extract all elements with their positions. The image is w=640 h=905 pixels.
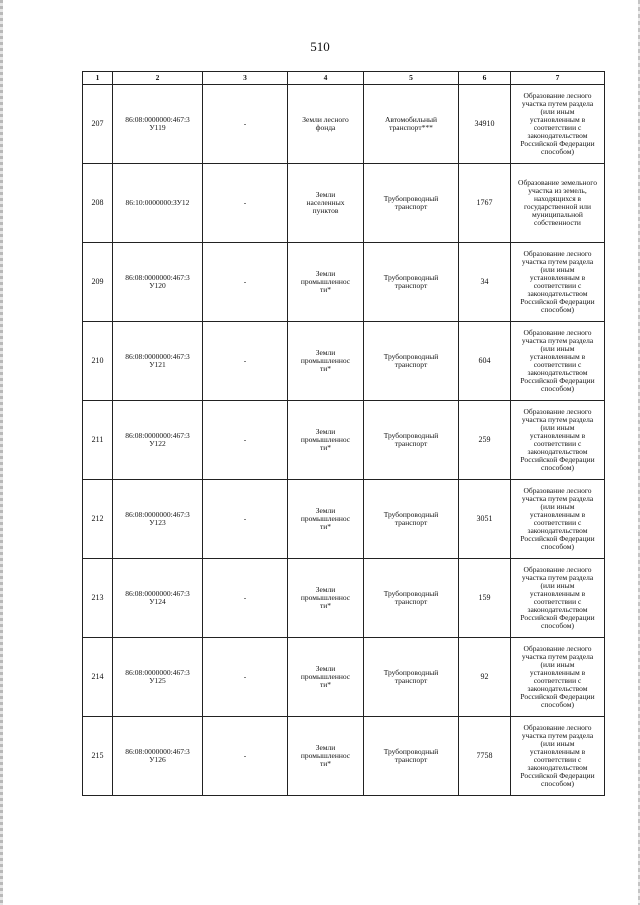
cadastral-number-cell: 86:08:0000000:467:3 У124 xyxy=(113,559,203,638)
column-3-cell: - xyxy=(203,322,288,401)
column-3-cell: - xyxy=(203,243,288,322)
land-category-cell: Земли промышленнос ти* xyxy=(288,480,364,559)
purpose-cell: Трубопроводный транспорт xyxy=(364,480,459,559)
area-cell: 7758 xyxy=(459,717,511,796)
row-number-cell: 210 xyxy=(83,322,113,401)
purpose-cell: Трубопроводный транспорт xyxy=(364,164,459,243)
purpose-cell: Автомобильный транспорт*** xyxy=(364,85,459,164)
area-cell: 34910 xyxy=(459,85,511,164)
cadastral-number-cell: 86:10:0000000:ЗУ12 xyxy=(113,164,203,243)
table-row xyxy=(83,480,605,559)
formation-method-cell: Образование лесного участка путем раздела (или иным установленным в соответствии с законодательством Российской Федерации способом) xyxy=(511,322,605,401)
land-plot-table xyxy=(82,71,605,796)
table-row xyxy=(83,717,605,796)
purpose-cell: Трубопроводный транспорт xyxy=(364,243,459,322)
column-header-2: 2 xyxy=(113,72,203,85)
land-category-cell: Земли промышленнос ти* xyxy=(288,717,364,796)
formation-method-cell: Образование лесного участка путем раздела (или иным установленным в соответствии с законодательством Российской Федерации способом) xyxy=(511,480,605,559)
purpose-cell: Трубопроводный транспорт xyxy=(364,401,459,480)
column-3-cell: - xyxy=(203,401,288,480)
formation-method-cell: Образование земельного участка из земель, находящихся в государственной или муниципальной собственности xyxy=(511,164,605,243)
purpose-cell: Трубопроводный транспорт xyxy=(364,559,459,638)
column-3-cell: - xyxy=(203,717,288,796)
row-number-cell: 215 xyxy=(83,717,113,796)
area-cell: 259 xyxy=(459,401,511,480)
cadastral-number-cell: 86:08:0000000:467:3 У119 xyxy=(113,85,203,164)
column-3-cell: - xyxy=(203,559,288,638)
purpose-cell: Трубопроводный транспорт xyxy=(364,322,459,401)
row-number-cell: 209 xyxy=(83,243,113,322)
row-number-cell: 208 xyxy=(83,164,113,243)
column-header-1: 1 xyxy=(83,72,113,85)
cadastral-number-cell: 86:08:0000000:467:3 У126 xyxy=(113,717,203,796)
area-cell: 159 xyxy=(459,559,511,638)
land-category-cell: Земли промышленнос ти* xyxy=(288,401,364,480)
area-cell: 92 xyxy=(459,638,511,717)
purpose-cell: Трубопроводный транспорт xyxy=(364,638,459,717)
area-cell: 604 xyxy=(459,322,511,401)
row-number-cell: 207 xyxy=(83,85,113,164)
table-row xyxy=(83,243,605,322)
formation-method-cell: Образование лесного участка путем раздела (или иным установленным в соответствии с законодательством Российской Федерации способом) xyxy=(511,638,605,717)
land-category-cell: Земли промышленнос ти* xyxy=(288,559,364,638)
table-row xyxy=(83,322,605,401)
area-cell: 1767 xyxy=(459,164,511,243)
land-category-cell: Земли промышленнос ти* xyxy=(288,322,364,401)
column-header-4: 4 xyxy=(288,72,364,85)
table-row xyxy=(83,638,605,717)
cadastral-number-cell: 86:08:0000000:467:3 У123 xyxy=(113,480,203,559)
row-number-cell: 214 xyxy=(83,638,113,717)
land-category-cell: Земли промышленнос ти* xyxy=(288,243,364,322)
formation-method-cell: Образование лесного участка путем раздела (или иным установленным в соответствии с законодательством Российской Федерации способом) xyxy=(511,401,605,480)
area-cell: 34 xyxy=(459,243,511,322)
column-header-5: 5 xyxy=(364,72,459,85)
column-header-6: 6 xyxy=(459,72,511,85)
area-cell: 3051 xyxy=(459,480,511,559)
formation-method-cell: Образование лесного участка путем раздела (или иным установленным в соответствии с законодательством Российской Федерации способом) xyxy=(511,717,605,796)
column-3-cell: - xyxy=(203,85,288,164)
cadastral-number-cell: 86:08:0000000:467:3 У122 xyxy=(113,401,203,480)
column-header-3: 3 xyxy=(203,72,288,85)
scan-edge-left xyxy=(0,0,3,905)
page-number: 510 xyxy=(310,39,330,54)
column-3-cell: - xyxy=(203,164,288,243)
table-row xyxy=(83,85,605,164)
table-header-row xyxy=(83,72,605,85)
table-row xyxy=(83,401,605,480)
column-3-cell: - xyxy=(203,480,288,559)
row-number-cell: 213 xyxy=(83,559,113,638)
land-category-cell: Земли промышленнос ти* xyxy=(288,638,364,717)
purpose-cell: Трубопроводный транспорт xyxy=(364,717,459,796)
cadastral-number-cell: 86:08:0000000:467:3 У125 xyxy=(113,638,203,717)
land-category-cell: Земли населенных пунктов xyxy=(288,164,364,243)
formation-method-cell: Образование лесного участка путем раздела (или иным установленным в соответствии с законодательством Российской Федерации способом) xyxy=(511,85,605,164)
row-number-cell: 212 xyxy=(83,480,113,559)
table-row xyxy=(83,164,605,243)
land-category-cell: Земли лесного фонда xyxy=(288,85,364,164)
column-3-cell: - xyxy=(203,638,288,717)
row-number-cell: 211 xyxy=(83,401,113,480)
column-header-7: 7 xyxy=(511,72,605,85)
formation-method-cell: Образование лесного участка путем раздела (или иным установленным в соответствии с законодательством Российской Федерации способом) xyxy=(511,559,605,638)
cadastral-number-cell: 86:08:0000000:467:3 У121 xyxy=(113,322,203,401)
cadastral-number-cell: 86:08:0000000:467:3 У120 xyxy=(113,243,203,322)
table-row xyxy=(83,559,605,638)
formation-method-cell: Образование лесного участка путем раздела (или иным установленным в соответствии с законодательством Российской Федерации способом) xyxy=(511,243,605,322)
